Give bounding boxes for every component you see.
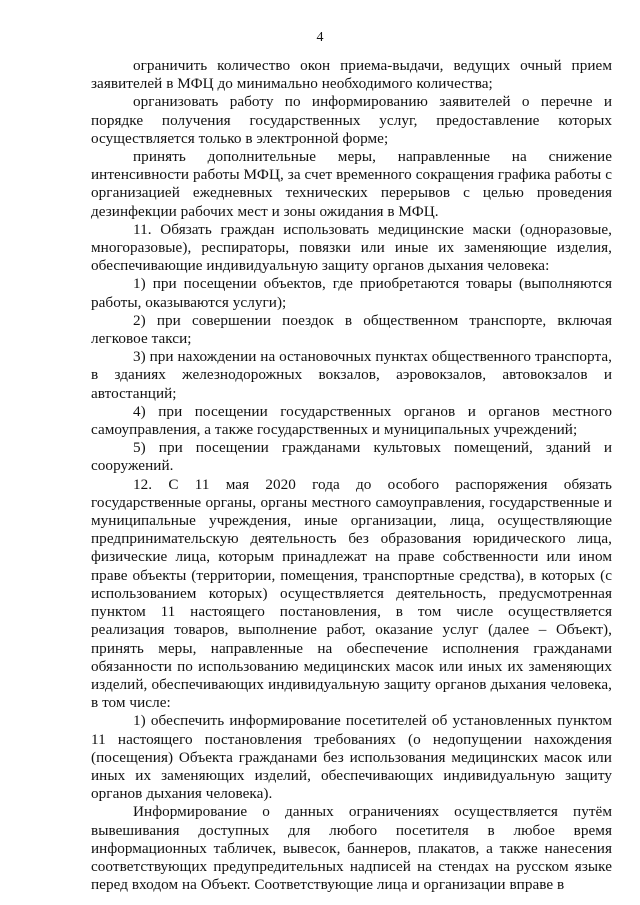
paragraph-item-12-1: 1) обеспечить информирование посетителей об установленных пунктом 11 настоящего постановления требованиях (о недопущении нахождения (посещения) Объекта гражданами без использования медицинских масок или иных их заменяющих изделий, обеспечивающих индивидуальную защиту органов дыхания человека).	[91, 712, 612, 803]
document-body	[91, 57, 612, 894]
paragraph-limit-windows: ограничить количество окон приема-выдачи, ведущих очный прием заявителей в МФЦ до минимально необходимого количества;	[91, 57, 612, 93]
paragraph-item-11-5: 5) при посещении гражданами культовых помещений, зданий и сооружений.	[91, 439, 612, 475]
page-number: 4	[316, 30, 324, 45]
paragraph-item-12: 12. С 11 мая 2020 года до особого распоряжения обязать государственные органы, органы местного самоуправления, государственные и муниципальные учреждения, иные организации, лица, осуществляющие предпринимательскую деятельность без образования юридического лица, физические лица, которым принадлежат на праве собственности или ином праве объекты (территории, помещения, транспортные средства), в которых (с использованием которых) осуществляется деятельность, предусмотренная пунктом 11 настоящего постановления, в том числе осуществляется реализация товаров, выполнение работ, оказание услуг (далее – Объект), принять меры, направленные на обеспечение исполнения гражданами обязанности по использованию медицинских масок или иных их заменяющих изделий, обеспечивающих индивидуальную защиту органов дыхания человека, в том числе:	[91, 475, 612, 712]
paragraph-additional-measures: принять дополнительные меры, направленные на снижение интенсивности работы МФЦ, за счет временного сокращения графика работы с организацией ежедневных технических перерывов с целью проведения дезинфекции рабочих мест и зоны ожидания в МФЦ.	[91, 148, 612, 220]
paragraph-informing: Информирование о данных ограничениях осуществляется путём вывешивания доступных для любого посетителя в любое время информационных табличек, вывесок, баннеров, плакатов, а также нанесения соответствующих предупредительных надписей на стендах на русском языке перед входом на Объект. Соответствующие лица и организации вправе в	[91, 803, 612, 894]
paragraph-item-11-3: 3) при нахождении на остановочных пунктах общественного транспорта, в зданиях железнодорожных вокзалов, аэровокзалов, автовокзалов и автостанций;	[91, 348, 612, 402]
paragraph-inform-applicants: организовать работу по информированию заявителей о перечне и порядке получения государственных услуг, предоставление которых осуществляется только в электронной форме;	[91, 93, 612, 147]
paragraph-item-11-1: 1) при посещении объектов, где приобретаются товары (выполняются работы, оказываются услуги);	[91, 275, 612, 311]
paragraph-item-11-4: 4) при посещении государственных органов и органов местного самоуправления, а также государственных и муниципальных учреждений;	[91, 402, 612, 439]
paragraph-item-11: 11. Обязать граждан использовать медицинские маски (одноразовые, многоразовые), респираторы, повязки или иные их заменяющие изделия, обеспечивающие индивидуальную защиту органов дыхания человека:	[91, 220, 612, 275]
paragraph-item-11-2: 2) при совершении поездок в общественном транспорте, включая легковое такси;	[91, 311, 612, 348]
